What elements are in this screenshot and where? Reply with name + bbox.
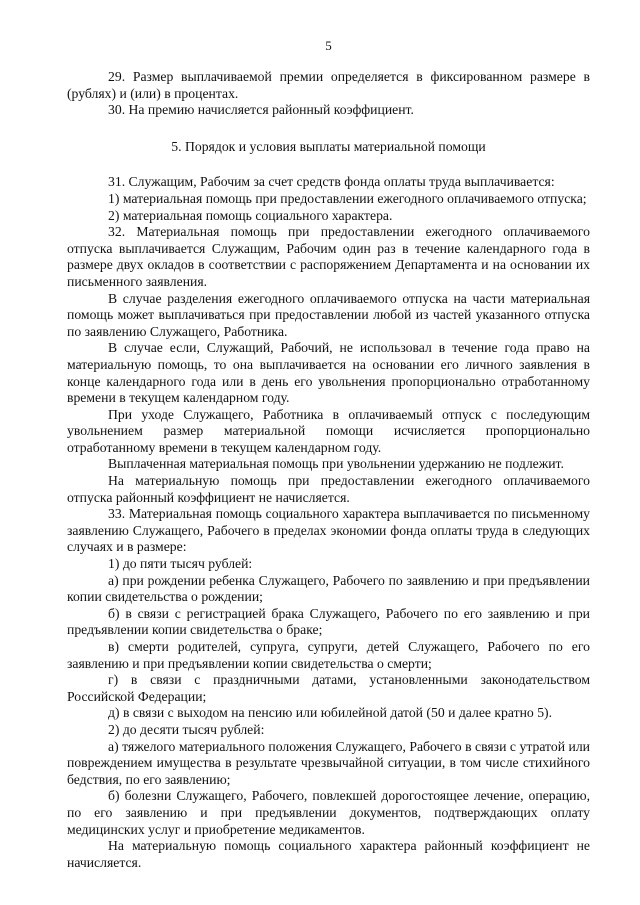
list-item-33-1-a: а) при рождении ребенка Служащего, Рабочего по заявлению и при предъявлении копии свидетельства о рождении; [67, 572, 590, 605]
paragraph-32-no-coefficient: На материальную помощь при предоставлении ежегодного оплачиваемого отпуска районный коэффициент не начисляется. [67, 473, 590, 505]
list-item-33-2: 2) до десяти тысяч рублей: [108, 721, 265, 737]
list-item-33-2-a: а) тяжелого материального положения Служащего, Рабочего в связи с утратой или повреждением имущества в результате чрезвычайной ситуации, в том числе стихийного бедствия, по его заявлению; [67, 738, 590, 787]
list-item-33-2-b: б) болезни Служащего, Рабочего, повлекшей дорогостоящее лечение, операцию, по его заявлению и при предъявлении документов, подтверждающих оплату медицинских услуг и приобретение медикаментов. [67, 788, 590, 837]
paragraph-32-vacation-dismissal: При уходе Служащего, Работника в оплачиваемый отпуск с последующим увольнением размер материальной помощи исчисляется пропорционально отработанному времени в текущем календарном году. [67, 406, 590, 455]
paragraph-29: 29. Размер выплачиваемой премии определяется в фиксированном размере в (рублях) и (или) в процентах. [67, 69, 590, 101]
paragraph-30: 30. На премию начисляется районный коэффициент. [108, 102, 414, 118]
list-item-33-1-b: б) в связи с регистрацией брака Служащего, Рабочего по его заявлению и при предъявлении копии свидетельства о браке; [67, 605, 590, 638]
list-item-33-1: 1) до пяти тысяч рублей: [108, 556, 253, 572]
list-item-31-1: 1) материальная помощь при предоставлении ежегодного оплачиваемого отпуска; [108, 190, 587, 206]
page-number: 5 [325, 38, 332, 53]
paragraph-32: 32. Материальная помощь при предоставлении ежегодного оплачиваемого отпуска выплачивается Служащим, Рабочим один раз в течение календарного года в размере двух окладов в соответствии с распоряжением Департамента и на основании их письменного заявления. [67, 224, 590, 289]
list-item-33-1-g: г) в связи с праздничными датами, установленными законодательством Российской Федерации; [67, 672, 590, 704]
paragraph-32-no-deduction: Выплаченная материальная помощь при увольнении удержанию не подлежит. [108, 456, 564, 472]
paragraph-32-split-vacation: В случае разделения ежегодного оплачиваемого отпуска на части материальная помощь может выплачиваться при предоставлении любой из частей указанного отпуска по заявлению Служащего, Работника. [67, 290, 590, 339]
paragraph-31: 31. Служащим, Рабочим за счет средств фонда оплаты труда выплачивается: [108, 174, 555, 190]
list-item-33-1-d: д) в связи с выходом на пенсию или юбилейной датой (50 и далее кратно 5). [108, 705, 553, 721]
paragraph-33: 33. Материальная помощь социального характера выплачивается по письменному заявлению Служащего, Рабочего в пределах экономии фонда оплаты труда в следующих случаях и в размере: [67, 506, 590, 555]
list-item-31-2: 2) материальная помощь социального характера. [108, 207, 393, 223]
list-item-33-1-v: в) смерти родителей, супруга, супруги, детей Служащего, Рабочего по его заявлению и при предъявлении копии свидетельства о смерти; [67, 639, 590, 671]
paragraph-32-unused-right: В случае если, Служащий, Рабочий, не использовал в течение года право на материальную помощь, то она выплачивается на основании его личного заявления в конце календарного года или в день его увольнения пропорционально отработанному времени в текущем календарном году. [67, 340, 590, 406]
paragraph-33-no-coefficient: На материальную помощь социального характера районный коэффициент не начисляется. [67, 838, 590, 870]
section-title: 5. Порядок и условия выплаты материальной помощи [171, 138, 486, 154]
